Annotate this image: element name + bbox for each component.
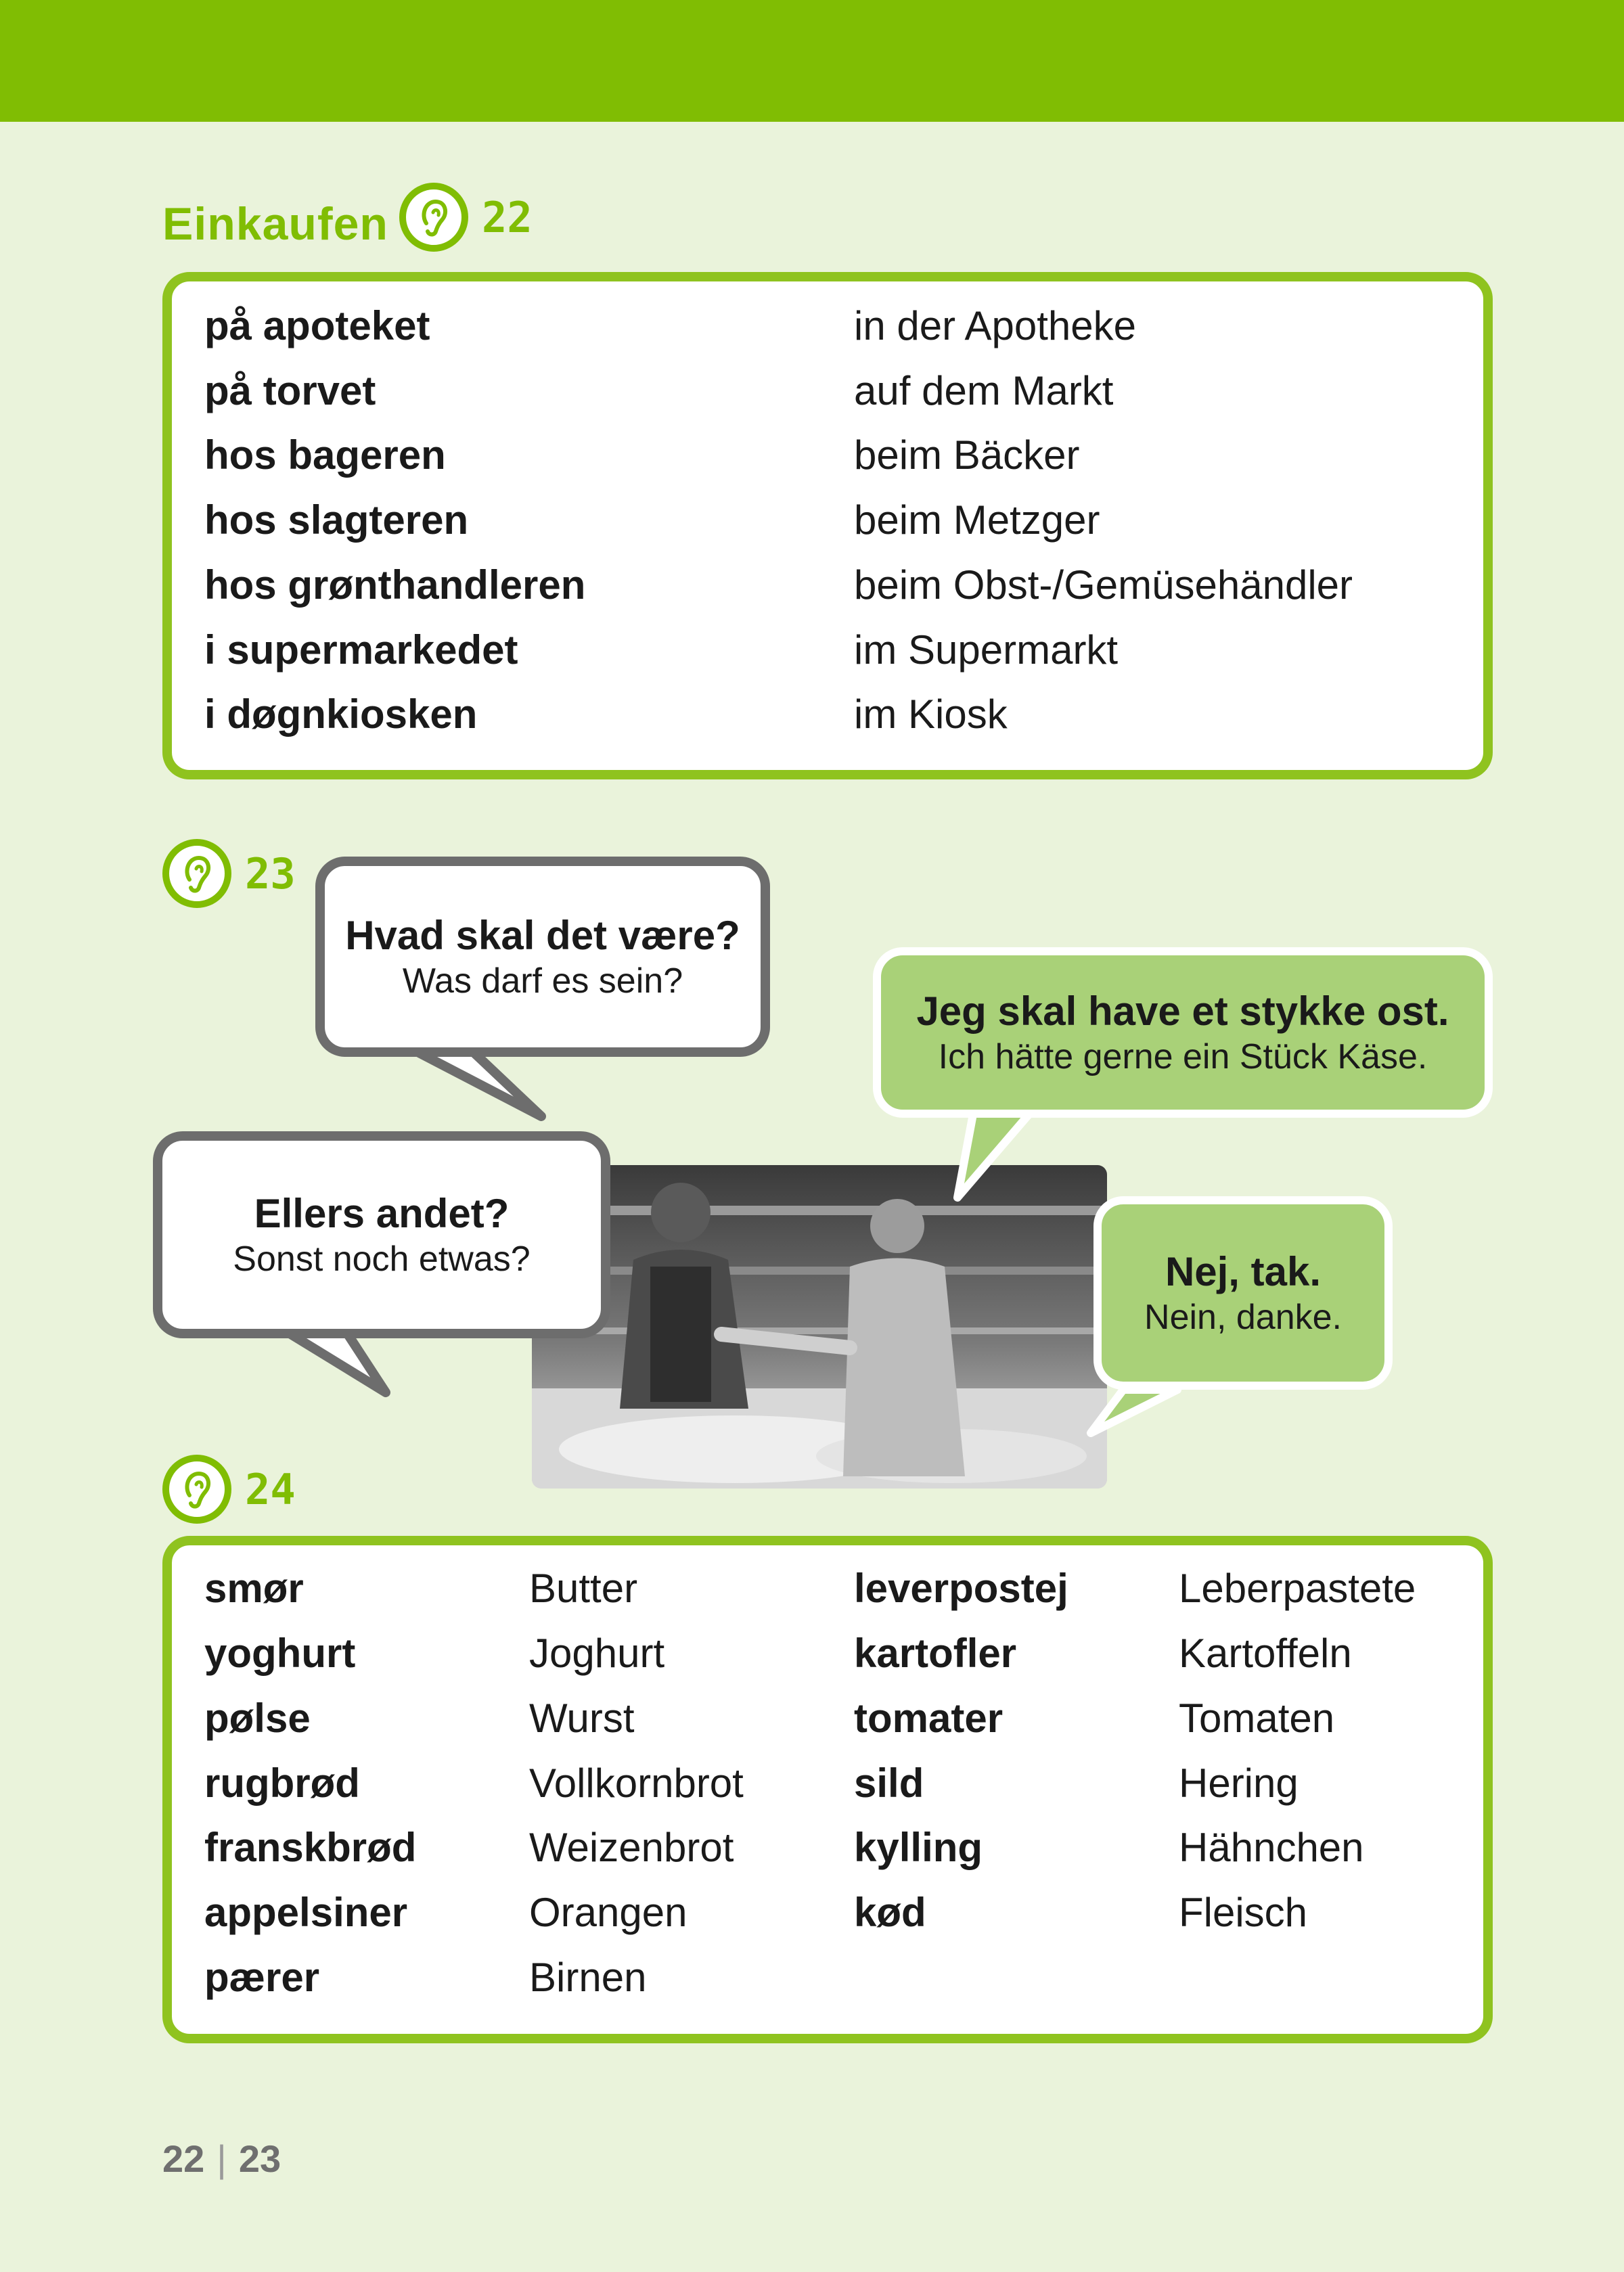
vocab-da: kød	[854, 1890, 926, 1935]
audio-track-22[interactable]	[399, 183, 533, 252]
page-numbers	[162, 2137, 281, 2181]
bubble-translation: Nein, danke.	[1144, 1297, 1342, 1337]
place-da: hos slagteren	[204, 497, 469, 543]
vocab-da: pærer	[204, 1955, 320, 2000]
speech-bubble-customer-2	[1093, 1196, 1393, 1390]
place-da: hos grønthandleren	[204, 562, 586, 608]
vocab-de: Vollkornbrot	[529, 1760, 744, 1806]
page-number-right: 23	[238, 2137, 281, 2180]
audio-track-23[interactable]	[162, 839, 296, 908]
bubble-question: Hvad skal det være?	[345, 912, 740, 958]
audio-track-24[interactable]	[162, 1455, 296, 1524]
track-number: 22	[482, 192, 533, 242]
vocab-de: Weizenbrot	[529, 1825, 734, 1870]
track-number: 24	[245, 1464, 296, 1514]
vocab-de: Fleisch	[1179, 1890, 1308, 1935]
place-de: im Kiosk	[854, 691, 1008, 737]
place-de: im Supermarkt	[854, 627, 1119, 673]
vocab-da: kartofler	[854, 1631, 1017, 1676]
vocab-da: smør	[204, 1566, 304, 1611]
bubble-answer: Nej, tak.	[1165, 1248, 1322, 1294]
vocab-da: leverpostej	[854, 1566, 1068, 1611]
section-title: Einkaufen	[162, 198, 388, 250]
page-separator: |	[217, 2137, 227, 2180]
vocab-da: pølse	[204, 1696, 311, 1741]
place-da: i døgnkiosken	[204, 691, 478, 737]
vocab-da: kylling	[854, 1825, 983, 1870]
vocab-da: franskbrød	[204, 1825, 417, 1870]
vocab-de: Hähnchen	[1179, 1825, 1364, 1870]
vocab-de: Orangen	[529, 1890, 687, 1935]
shop-photo	[532, 1165, 1107, 1489]
vocab-de: Kartoffeln	[1179, 1631, 1352, 1676]
vocab-da: tomater	[854, 1696, 1003, 1741]
page-number-left: 22	[162, 2137, 205, 2180]
place-de: beim Bäcker	[854, 432, 1080, 478]
bubble-translation: Ich hätte gerne ein Stück Käse.	[938, 1037, 1428, 1076]
vocab-da: appelsiner	[204, 1890, 408, 1935]
top-color-bar	[0, 0, 1624, 122]
bubble-question: Ellers andet?	[254, 1190, 510, 1236]
place-da: hos bageren	[204, 432, 446, 478]
place-da: i supermarkedet	[204, 627, 518, 673]
vocab-da: yoghurt	[204, 1631, 356, 1676]
place-de: in der Apotheke	[854, 303, 1136, 348]
place-de: auf dem Markt	[854, 368, 1114, 413]
ear-icon[interactable]	[399, 183, 468, 252]
vocab-de: Joghurt	[529, 1631, 665, 1676]
vocab-de: Birnen	[529, 1955, 647, 2000]
ear-icon[interactable]	[162, 839, 231, 908]
vocab-de: Leberpastete	[1179, 1566, 1416, 1611]
place-de: beim Metzger	[854, 497, 1100, 543]
place-de: beim Obst-/Gemüsehändler	[854, 562, 1353, 608]
vocab-de: Tomaten	[1179, 1696, 1335, 1741]
place-da: på apoteket	[204, 303, 430, 348]
vocab-de: Hering	[1179, 1760, 1299, 1806]
track-number: 23	[245, 848, 296, 899]
place-da: på torvet	[204, 368, 376, 413]
vocab-de: Wurst	[529, 1696, 635, 1741]
speech-bubble-seller-2	[153, 1131, 610, 1338]
speech-bubble-seller	[315, 857, 770, 1057]
vocab-da: rugbrød	[204, 1760, 360, 1806]
bubble-translation: Sonst noch etwas?	[233, 1239, 531, 1279]
bubble-translation: Was darf es sein?	[402, 961, 683, 1001]
speech-bubble-customer	[873, 947, 1493, 1118]
vocab-da: sild	[854, 1760, 924, 1806]
bubble-answer: Jeg skal have et stykke ost.	[916, 988, 1449, 1034]
ear-icon[interactable]	[162, 1455, 231, 1524]
vocab-de: Butter	[529, 1566, 638, 1611]
